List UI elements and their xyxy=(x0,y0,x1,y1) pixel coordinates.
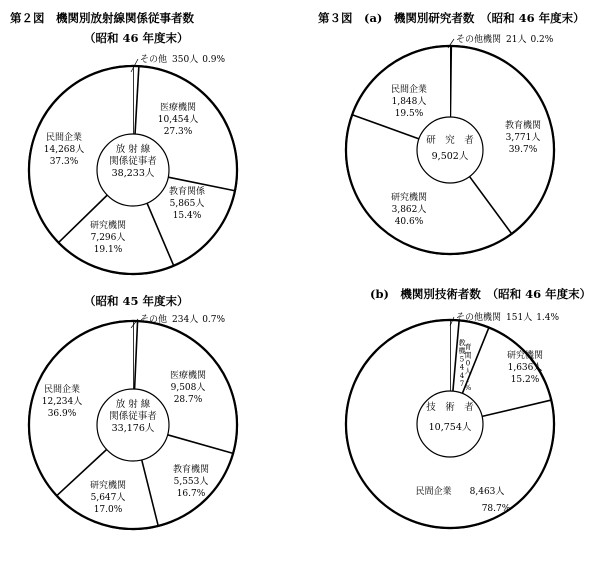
slice-count: 7,296人 xyxy=(90,233,126,243)
slice-name: 民間企業 xyxy=(43,385,81,395)
slice-pct: 39.7% xyxy=(508,145,538,155)
slice-name: 研究機関 xyxy=(390,193,428,203)
center-label-0: 研 究 者 xyxy=(426,135,474,146)
figure2-title: 第２図 機関別放射線関係従事者数 xyxy=(10,11,194,25)
slice-label-char: 5 xyxy=(459,355,465,364)
slice-count: 5,553人 xyxy=(173,477,209,487)
slice-count: 3,771人 xyxy=(505,133,541,143)
slice-label-char: 関 xyxy=(464,351,472,360)
slice-name: 教育機関 xyxy=(504,121,542,131)
slice-name: その他機関 xyxy=(456,313,502,323)
slice-name: 研究機関 xyxy=(89,221,127,231)
slice-count: 3,862人 xyxy=(391,205,427,215)
slice-count: 1,636人 xyxy=(507,363,543,373)
slice-pct: 0.9% xyxy=(202,55,226,65)
slice-name: 医療機関 xyxy=(169,371,207,381)
slice-count: 8,463人 xyxy=(469,487,505,497)
slice-label-1 xyxy=(140,313,226,325)
slice-name: 民間企業 xyxy=(415,487,452,497)
slice-label-char: 人 xyxy=(464,367,472,376)
slice-count: 12,234人 xyxy=(41,397,83,407)
slice-name: その他機関 xyxy=(456,35,502,45)
pie-chart-fig2-s45 xyxy=(29,313,237,529)
pie-chart-fig3a xyxy=(346,33,554,254)
slice-pct: 0.2% xyxy=(530,35,554,45)
figure3-title: 第３図 (a) 機関別研究者数 （昭和 46 年度末） xyxy=(318,11,585,25)
center-label-0: 放 射 線 xyxy=(115,399,151,410)
slice-name: 教育関係 xyxy=(168,187,206,197)
slice-pct: 19.1% xyxy=(93,245,123,255)
slice-divider-2 xyxy=(450,46,451,117)
slice-pct: 28.7% xyxy=(173,395,203,405)
slice-name: その他 xyxy=(140,55,168,65)
slice-count: 21人 xyxy=(506,35,527,45)
slice-pct: 15.4% xyxy=(172,211,202,221)
pie-chart-fig3b xyxy=(346,311,560,528)
slice-label-char: 0 xyxy=(465,359,471,368)
slice-label-1 xyxy=(456,311,560,323)
slice-name: 民間企業 xyxy=(390,85,428,95)
center-label-1: 関係従事者 xyxy=(109,411,157,422)
slice-pct: 1.4% xyxy=(536,313,560,323)
slice-count: 1,848人 xyxy=(391,97,427,107)
slice-count: 151人 xyxy=(506,313,533,323)
slice-label-char: 育 xyxy=(464,343,472,352)
slice-name: 研究機関 xyxy=(506,351,544,361)
slice-label-char: 教 xyxy=(458,339,466,347)
slice-pct: 37.3% xyxy=(49,157,79,167)
center-label-2: 38,233人 xyxy=(111,168,155,179)
slice-label-char: 4 xyxy=(459,363,465,372)
slice-count: 5,647人 xyxy=(90,493,126,503)
fig2-s45-subtitle: （昭和 45 年度末） xyxy=(84,294,189,308)
slice-label-1 xyxy=(140,53,226,65)
slice-name: 民間企業 xyxy=(45,133,83,143)
slice-name: その他 xyxy=(140,315,168,325)
slice-name: 医療機関 xyxy=(159,103,197,113)
center-label-1: 10,754人 xyxy=(428,422,472,433)
slice-label-char: 機 xyxy=(458,347,466,356)
slice-pct: 36.9% xyxy=(47,409,77,419)
slice-pct: 19.5% xyxy=(394,109,424,119)
slice-pct: 16.7% xyxy=(176,489,206,499)
slice-count: 9,508人 xyxy=(170,383,206,393)
slice-count: 14,268人 xyxy=(43,145,85,155)
slice-pct: 15.2% xyxy=(510,375,540,385)
slice-count: 5,865人 xyxy=(169,199,205,209)
fig3b-subtitle: (b) 機関別技術者数 （昭和 46 年度末） xyxy=(370,287,592,301)
fig3a-center-hole xyxy=(417,117,483,183)
slice-label-1 xyxy=(456,33,554,45)
center-label-0: 技 術 者 xyxy=(426,402,474,413)
slice-name: 教育機関 xyxy=(172,465,210,475)
center-label-2: 33,176人 xyxy=(111,423,155,434)
slice-label-char: 4 xyxy=(459,371,465,380)
center-label-1: 9,502人 xyxy=(431,151,469,162)
pie-chart-fig2-s46 xyxy=(29,53,237,274)
center-label-0: 放 射 線 xyxy=(115,144,151,155)
fig2-s46-subtitle: （昭和 46 年度末） xyxy=(84,31,189,45)
slice-label-char: . xyxy=(466,375,470,384)
slice-pct: 78.7% xyxy=(481,504,511,514)
slice-label-char: % xyxy=(464,384,472,393)
slice-label-char: 7 xyxy=(459,380,465,388)
slice-count: 350人 xyxy=(172,55,199,65)
slice-count: 10,454人 xyxy=(157,115,199,125)
center-label-1: 関係従事者 xyxy=(109,156,157,167)
slice-pct: 0.7% xyxy=(202,315,226,325)
slice-pct: 17.0% xyxy=(93,505,123,515)
slice-count: 234人 xyxy=(172,315,199,325)
slice-pct: 40.6% xyxy=(394,217,424,227)
slice-name: 研究機関 xyxy=(89,481,127,491)
slice-pct: 27.3% xyxy=(163,127,193,137)
